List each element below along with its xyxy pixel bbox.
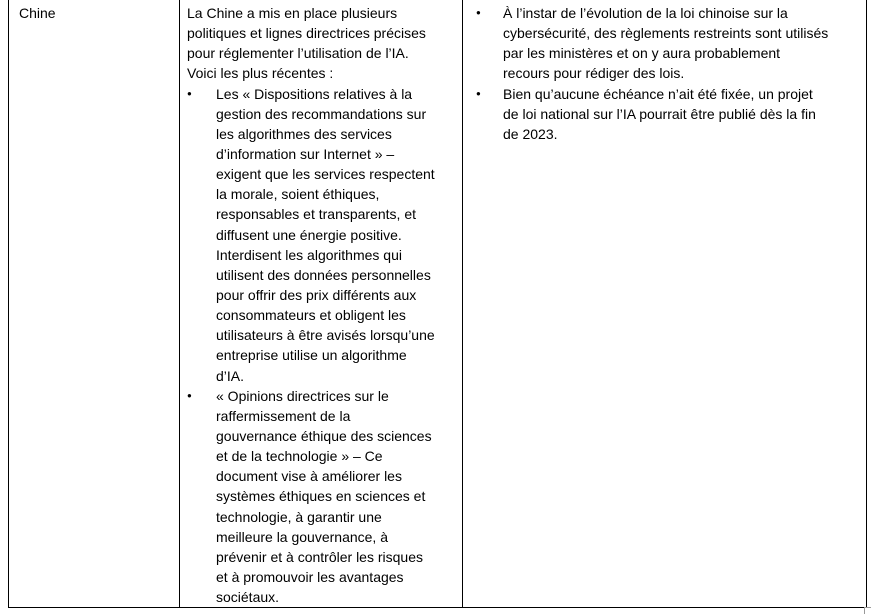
text-line — [187, 446, 435, 466]
text: diffusent une énergie positive. — [216, 226, 402, 243]
text: la morale, soient éthiques, — [216, 186, 380, 203]
text: par les ministères et on y aura probablement — [503, 45, 781, 62]
text: gouvernance éthique des sciences — [216, 427, 432, 444]
text-line — [187, 3, 435, 23]
text: gestion des recommandations sur — [216, 105, 427, 122]
column-divider — [179, 0, 180, 608]
text-line — [187, 124, 435, 144]
text-line — [187, 285, 435, 305]
text-line — [476, 23, 828, 43]
text: sociétaux. — [216, 589, 280, 606]
text: Interdisent les algorithmes qui — [216, 246, 402, 263]
text: utilisateurs à être avisés lorsqu’une — [216, 327, 435, 344]
text-line — [187, 144, 435, 164]
text-line — [187, 507, 435, 527]
text: La Chine a mis en place plusieurs — [187, 5, 398, 21]
bullet-icon: ● — [476, 8, 481, 17]
text-line — [187, 386, 435, 406]
text: technologie, à garantir une — [216, 508, 382, 525]
text-line — [187, 406, 435, 426]
bullet-icon: ● — [476, 88, 481, 98]
text-line — [476, 104, 828, 124]
table-border-left — [8, 0, 9, 608]
text: raffermissement de la — [216, 407, 351, 424]
text-line — [476, 3, 828, 23]
text-line — [476, 124, 828, 144]
country-label: Chine — [19, 5, 56, 21]
outlook-cell — [476, 3, 828, 144]
text: meilleure la gouvernance, à — [216, 528, 388, 545]
text: « Opinions directrices sur le — [216, 387, 389, 404]
text: systèmes éthiques en sciences et — [216, 488, 426, 505]
text-line — [187, 43, 435, 63]
text: de 2023. — [503, 125, 558, 142]
text-line — [187, 104, 435, 124]
text-line — [187, 305, 435, 325]
bullet-icon: ● — [187, 390, 192, 400]
text-line — [476, 84, 828, 104]
text: pour réglementer l’utilisation de l’IA. — [187, 45, 409, 62]
text-line — [187, 325, 435, 345]
text: Bien qu’aucune échéance n’ait été fixée, un projet — [503, 85, 813, 102]
text: entreprise utilise un algorithme — [216, 347, 407, 364]
text-line — [187, 225, 435, 245]
text-line — [187, 164, 435, 184]
text: Voici les plus récentes : — [187, 65, 334, 82]
text-line — [187, 486, 435, 506]
text-line — [187, 345, 435, 365]
text-line — [187, 245, 435, 265]
text: exigent que les services respectent — [216, 166, 435, 183]
table-border-right — [866, 0, 867, 608]
text-line — [476, 63, 828, 83]
text: et à promouvoir les avantages — [216, 568, 404, 585]
text: responsables et transparents, et — [216, 206, 417, 223]
text: consommateurs et obligent les — [216, 307, 406, 324]
text: cybersécurité, des règlements restreints sont utilisés — [503, 25, 829, 42]
text-line — [187, 466, 435, 486]
text: d’IA. — [216, 367, 245, 384]
text-line — [187, 63, 435, 83]
text-line — [187, 547, 435, 567]
policies-cell — [187, 3, 435, 607]
text: recours pour rédiger des lois. — [503, 65, 685, 82]
text: d’information sur Internet » – — [216, 145, 395, 162]
text: les algorithmes des services — [216, 125, 392, 142]
bullet-icon: ● — [187, 88, 192, 98]
text: Les « Dispositions relatives à la — [216, 85, 413, 102]
text-line — [187, 84, 435, 104]
text: document vise à améliorer les — [216, 468, 402, 485]
country-cell — [19, 3, 56, 23]
text-line — [187, 23, 435, 43]
text-line — [187, 426, 435, 446]
table-border-bottom — [8, 607, 867, 608]
text-line — [187, 527, 435, 547]
text-line — [187, 567, 435, 587]
text: utilisent des données personnelles — [216, 266, 431, 283]
text: de loi national sur l’IA pourrait être publié dès la fin — [503, 105, 816, 122]
text-line — [187, 366, 435, 386]
text-line — [187, 204, 435, 224]
text: prévenir et à contrôler les risques — [216, 548, 423, 565]
text-line — [476, 43, 828, 63]
text-line — [187, 184, 435, 204]
text: À l’instar de l’évolution de la loi chinoise sur la — [503, 5, 788, 21]
column-divider — [462, 0, 463, 608]
text: politiques et lignes directrices précises — [187, 25, 426, 42]
text-line — [187, 265, 435, 285]
text: pour offrir des prix différents aux — [216, 286, 417, 303]
text-line — [187, 587, 435, 607]
text: et de la technologie » – Ce — [216, 448, 383, 465]
